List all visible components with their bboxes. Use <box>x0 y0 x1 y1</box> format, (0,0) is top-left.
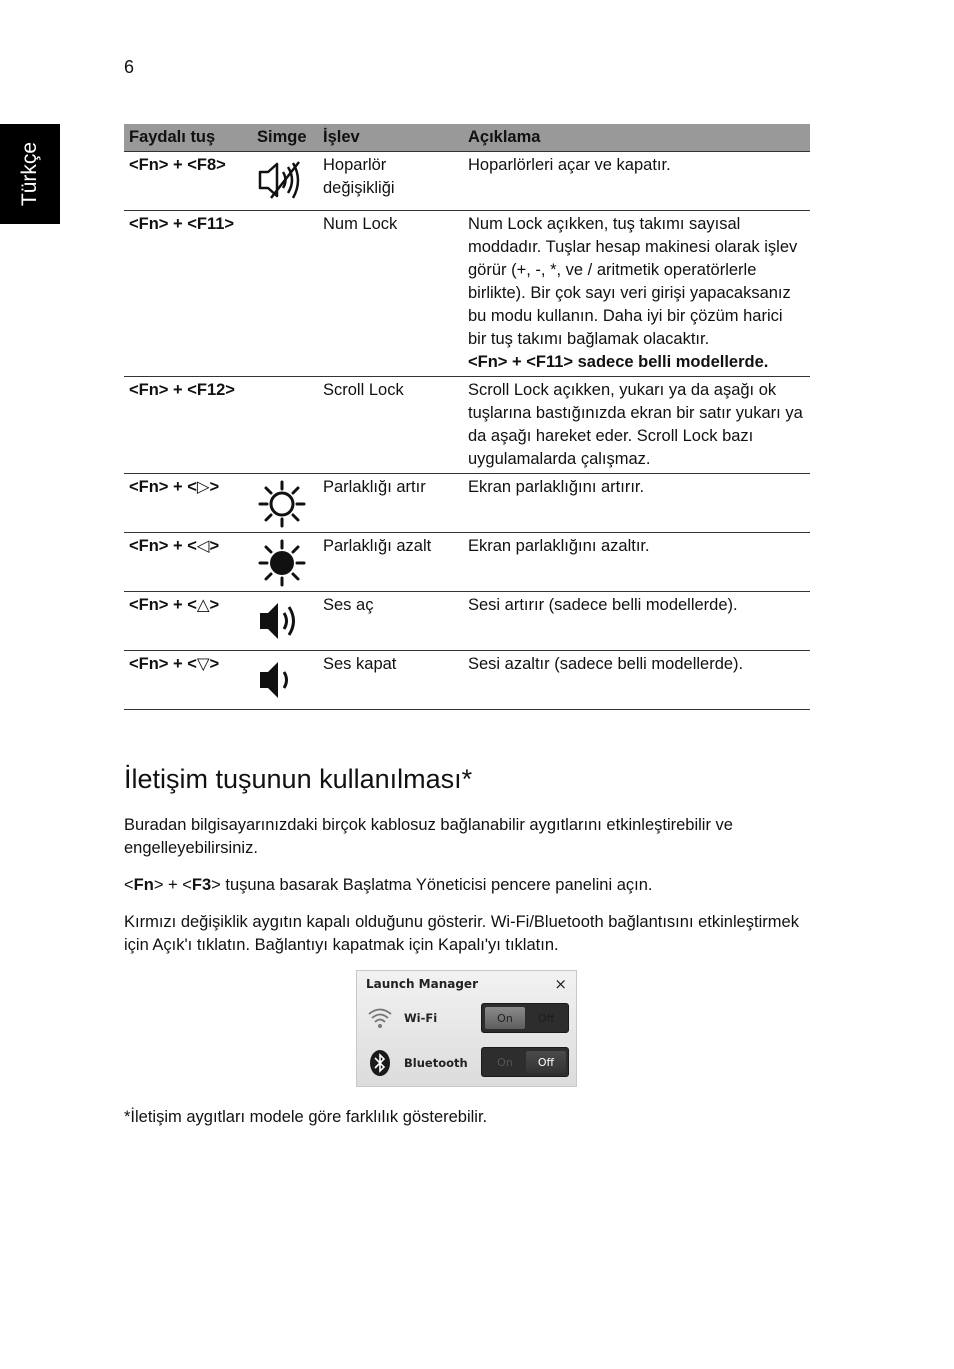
function-name: Num Lock <box>318 211 463 377</box>
model-note: <Fn> + <F11> sadece belli modellerde. <box>468 353 769 371</box>
table-row <box>124 474 810 533</box>
icon-cell <box>252 592 318 651</box>
description: Scroll Lock açıkken, yukarı ya da aşağı ok tuşlarına bastığınızda ekran bir satır yukarı ya da aşağı hareket eder. Scroll Lock bazı uygulamalarda çalışmaz. <box>463 377 810 474</box>
key-combo: <Fn> + <△> <box>124 592 252 651</box>
icon-cell <box>252 211 318 377</box>
bluetooth-off-button[interactable]: Off <box>526 1051 566 1073</box>
table-row <box>124 211 810 377</box>
key-combo: <Fn> + <F8> <box>124 152 252 211</box>
bluetooth-icon <box>369 1049 391 1077</box>
icon-cell <box>252 377 318 474</box>
language-tab-label: Türkçe <box>18 141 41 207</box>
toggle-paragraph: Kırmızı değişiklik aygıtın kapalı olduğunu gösterir. Wi-Fi/Bluetooth bağlantısını etkinleştirmek için Açık'ı tıklatın. Bağlantıyı kapatmak için Kapalı'yı tıklatın. <box>124 913 799 954</box>
header-description: Açıklama <box>463 124 810 152</box>
volume-up-icon <box>257 598 307 644</box>
wifi-label: Wi-Fi <box>404 1011 438 1025</box>
fn-key-label: Fn <box>133 876 154 894</box>
icon-cell <box>252 152 318 211</box>
description: Sesi artırır (sadece belli modellerde). <box>463 592 810 651</box>
description: Ekran parlaklığını azaltır. <box>463 533 810 592</box>
volume-down-icon <box>257 657 307 703</box>
table-row <box>124 533 810 592</box>
brightness-up-icon <box>257 480 307 528</box>
launch-manager-panel <box>356 970 577 1087</box>
table-row <box>124 377 810 474</box>
wifi-on-button[interactable]: On <box>485 1007 525 1029</box>
icon-cell <box>252 533 318 592</box>
header-function: İşlev <box>318 124 463 152</box>
key-combo: <Fn> + <F12> <box>124 377 252 474</box>
table-header-row <box>124 124 810 152</box>
key-combo: <Fn> + <F11> <box>124 211 252 377</box>
description: Ekran parlaklığını artırır. <box>463 474 810 533</box>
header-key: Faydalı tuş <box>124 124 252 152</box>
text-fragment: > tuşuna basarak Başlatma Yöneticisi pencere panelini açın. <box>211 876 653 894</box>
wifi-off-button[interactable]: Off <box>526 1007 566 1029</box>
function-name: Parlaklığı artır <box>318 474 463 533</box>
page-number: 6 <box>124 57 135 77</box>
intro-paragraph: Buradan bilgisayarınızdaki birçok kablosuz bağlanabilir aygıtlarını etkinleştirebilir ve engelleyebilirsiniz. <box>124 816 733 857</box>
description: Sesi azaltır (sadece belli modellerde). <box>463 651 810 710</box>
key-combo: <Fn> + <◁> <box>124 533 252 592</box>
function-name: Ses aç <box>318 592 463 651</box>
function-name: Ses kapat <box>318 651 463 710</box>
footnote: *İletişim aygıtları modele göre farklılık gösterebilir. <box>124 1108 488 1126</box>
function-name: Scroll Lock <box>318 377 463 474</box>
hotkey-table <box>124 124 810 710</box>
text-fragment: > + < <box>153 876 192 894</box>
bluetooth-label: Bluetooth <box>404 1056 468 1070</box>
table-row <box>124 152 810 211</box>
key-combo: <Fn> + <▷> <box>124 474 252 533</box>
bluetooth-on-button[interactable]: On <box>485 1051 525 1073</box>
function-name: Parlaklığı azalt <box>318 533 463 592</box>
language-tab <box>0 124 60 224</box>
description-cell <box>463 211 810 377</box>
icon-cell <box>252 651 318 710</box>
shortcut-paragraph <box>124 874 824 897</box>
description: Hoparlörleri açar ve kapatır. <box>463 152 810 211</box>
icon-cell <box>252 474 318 533</box>
function-name: Hoparlör değişikliği <box>318 152 463 211</box>
wifi-icon <box>367 1005 393 1029</box>
close-icon[interactable]: × <box>554 975 567 993</box>
brightness-down-icon <box>257 539 307 587</box>
f3-key-label: F3 <box>191 876 212 894</box>
section-title: İletişim tuşunun kullanılması* <box>124 764 473 794</box>
speaker-toggle-icon <box>257 158 307 204</box>
bluetooth-toggle[interactable] <box>481 1047 569 1077</box>
launch-manager-title: Launch Manager <box>366 977 478 991</box>
text-fragment: < <box>124 876 134 894</box>
table-row <box>124 651 810 710</box>
description: Num Lock açıkken, tuş takımı sayısal moddadır. Tuşlar hesap makinesi olarak işlev görür (+, -, *, ve / aritmetik operatörlerle birlikte). Bir çok sayı veri girişi yapacaksanız bu modu kullanın. Daha iyi bir çözüm harici bir tuş takımı bağlamak olacaktır. <box>468 215 798 348</box>
wifi-toggle[interactable] <box>481 1003 569 1033</box>
table-row <box>124 592 810 651</box>
key-combo: <Fn> + <▽> <box>124 651 252 710</box>
header-icon: Simge <box>252 124 318 152</box>
